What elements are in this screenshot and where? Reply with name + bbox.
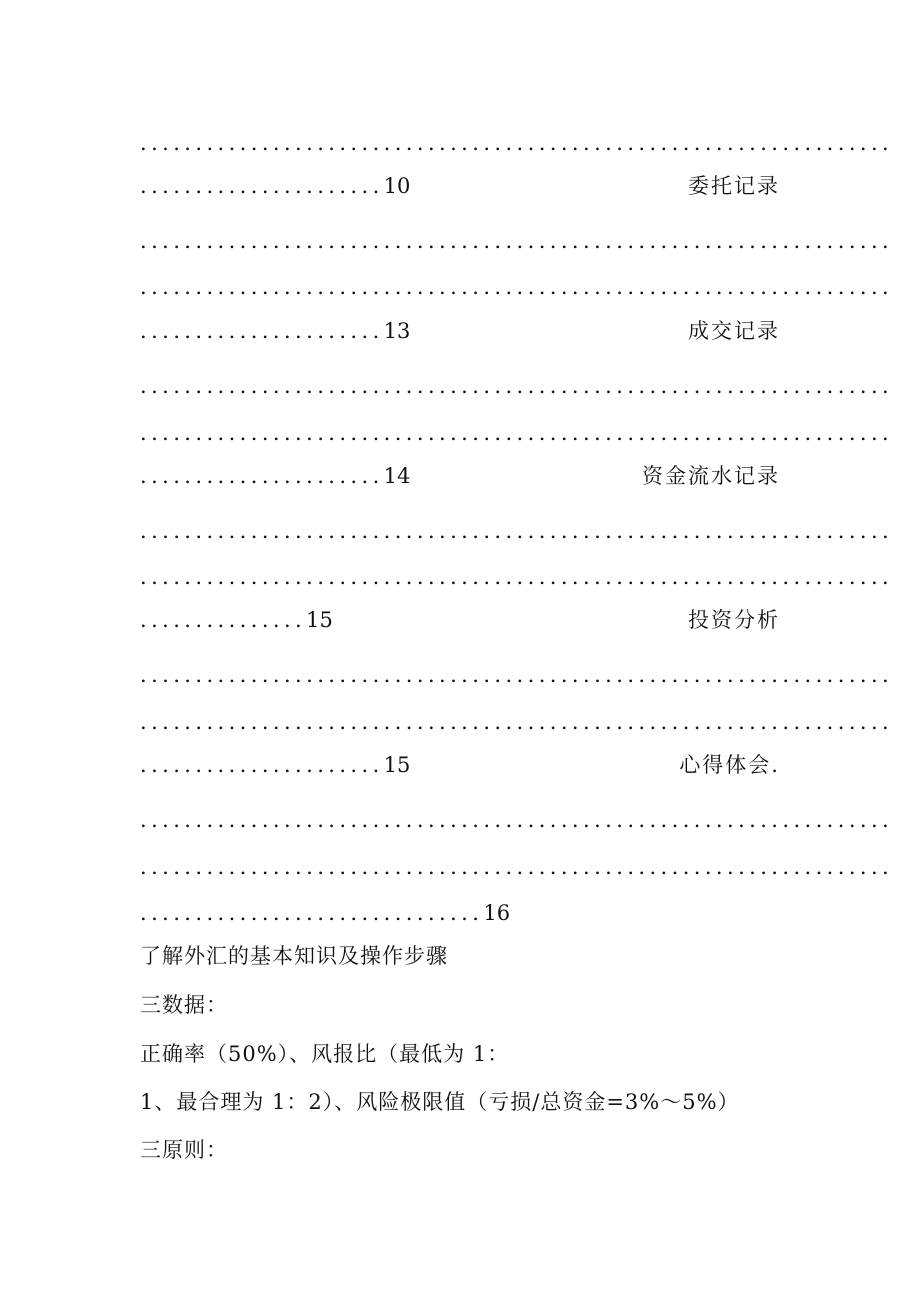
toc-dot-leader-line: .................................................................... [140,229,894,253]
toc-entry-2 [140,316,800,346]
body-paragraph-3: 正确率（50%）、风报比（最低为 1： [140,1042,510,1066]
toc-entry-leader: ...................... [140,464,384,488]
toc-entry-page: 14 [383,464,411,488]
toc-dot-leader-line: .................................................................... [140,663,894,687]
toc-entry-page: 13 [383,319,411,343]
toc-dot-leader-line: .................................................................... [140,519,894,543]
toc-entry-leader: ...................... [140,174,384,198]
body-paragraph-2: 三数据： [140,993,228,1017]
toc-entry-label: 成交记录 [688,319,780,343]
toc-entry-page: 15 [306,608,333,632]
toc-entry-4 [140,605,800,635]
toc-entry-label: 投资分析 [688,608,780,632]
toc-dot-leader-line: .................................................................... [140,421,894,445]
body-paragraph-4: 1、最合理为 1：2）、风险极限值（亏损/总资金=3%～5%） [140,1090,740,1114]
toc-entry-page: 16 [483,901,511,925]
toc-entry-label: 资金流水记录 [642,464,780,488]
toc-entry-label: 心得体会. [679,753,780,777]
toc-dot-leader-line: .................................................................... [140,565,894,589]
toc-entry-leader: ...................... [140,753,384,777]
toc-entry-3 [140,461,800,491]
toc-entry-page: 15 [383,753,411,777]
toc-entry-1 [140,171,800,201]
toc-dot-leader-line: .................................................................... [140,275,894,299]
toc-dot-leader-line: .................................................................... [140,710,894,734]
toc-dot-leader-line: .................................................................... [140,855,894,879]
toc-entry-page: 10 [383,174,411,198]
toc-entry-6 [140,898,800,928]
toc-entry-5 [140,750,800,780]
toc-dot-leader-line: .................................................................... [140,808,894,832]
body-paragraph-1: 了解外汇的基本知识及操作步骤 [140,944,448,968]
toc-entry-leader: ............................... [140,901,484,925]
toc-entry-leader: ............... [140,608,307,632]
toc-entry-leader: ...................... [140,319,384,343]
body-paragraph-5: 三原则： [140,1138,228,1162]
toc-entry-label: 委托记录 [688,174,780,198]
toc-dot-leader-line: .................................................................... [140,131,894,155]
toc-dot-leader-line: .................................................................... [140,374,894,398]
